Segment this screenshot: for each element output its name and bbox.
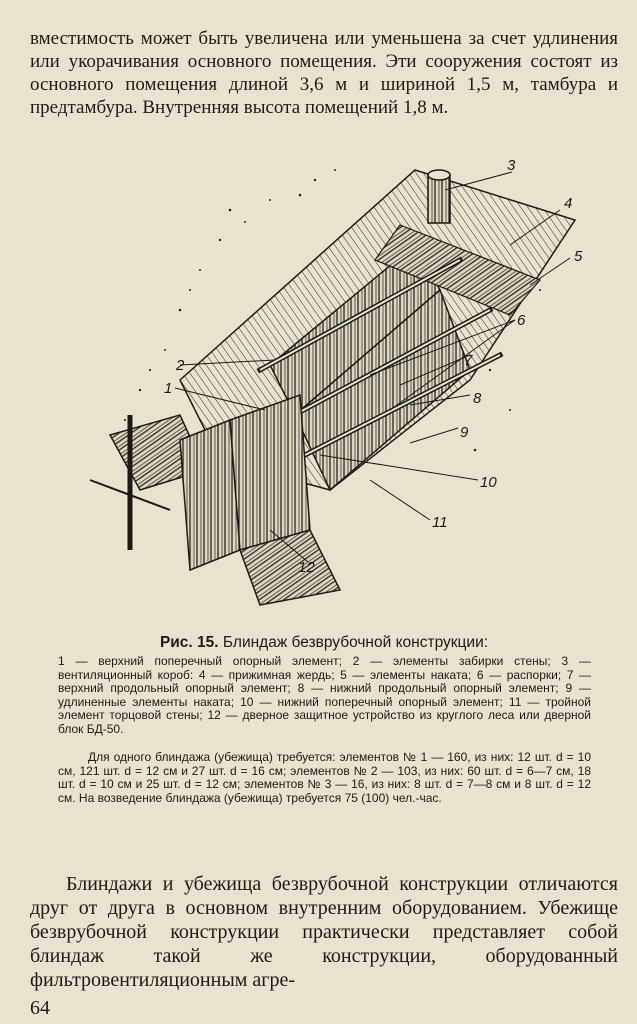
callout-8: 8 [473,390,482,407]
callout-12: 12 [298,559,315,576]
figure-legend: 1 — верхний поперечный опорный элемент; 2 — элементы забирки стены; 3 — вентиляционный короб: 4 — прижимная жердь; 5 — элементы наката; 6 — распорки; 7 — верхний продольный опорный элемент; 8 — нижний продольный опорный элемент; 9 — удлиненные элементы наката; 10 — нижний поперечный опорный элемент; 11 — тройной элемент торцовой стены; 12 — дверное защитное устройство из круглого леса или дверной блок БД-50. [58,654,591,736]
page-number: 64 [30,997,50,1019]
figure-number: Рис. 15. [159,634,219,651]
callout-6: 6 [517,312,526,329]
callout-9: 9 [460,424,469,441]
callout-1: 1 [164,380,173,397]
callout-4: 4 [564,195,573,212]
callout-3: 3 [507,157,516,174]
top-paragraph: вместимость может быть увеличена или уменьшена за счет удлинения или укорачивания основного помещения. Эти сооружения состоят из основного помещения длиной 3,6 м и шириной 1,5 м, тамбура и предтамбура. Внутренняя высота помещений 1,8 м. [30,28,618,118]
figure-title: Блиндаж безврубочной конструкции: [222,634,489,651]
figure-caption [30,634,618,652]
callout-11: 11 [432,514,448,531]
materials-note: Для одного блиндажа (убежища) требуется: элементов № 1 — 160, из них: 12 шт. d = 10 см, 121 шт. d = 12 см и 27 шт. d = 16 см; элементов № 2 — 103, из них: 60 шт. d = 6—7 см, 18 шт. d = 10 см и 25 шт. d = 12 см; элементов № 3 — 16, из них: 8 шт. d = 7—8 см и 8 шт. d = 12 см. На возведение блиндажа (убежища) требуется 75 (100) чел.-час. [58,750,591,805]
callout-7: 7 [464,352,473,369]
callout-10: 10 [480,474,497,491]
callout-2: 2 [176,357,185,374]
bottom-paragraph: Блиндажи и убежища безврубочной конструкции отличаются друг от друга в основном внутренним оборудованием. Убежище безврубочной конструкции практически представляет собой блиндаж такой же конструкции, оборудованный фильтровентиляционным агре- [30,873,618,991]
callout-5: 5 [574,248,583,265]
dugout-illustration [70,150,600,628]
